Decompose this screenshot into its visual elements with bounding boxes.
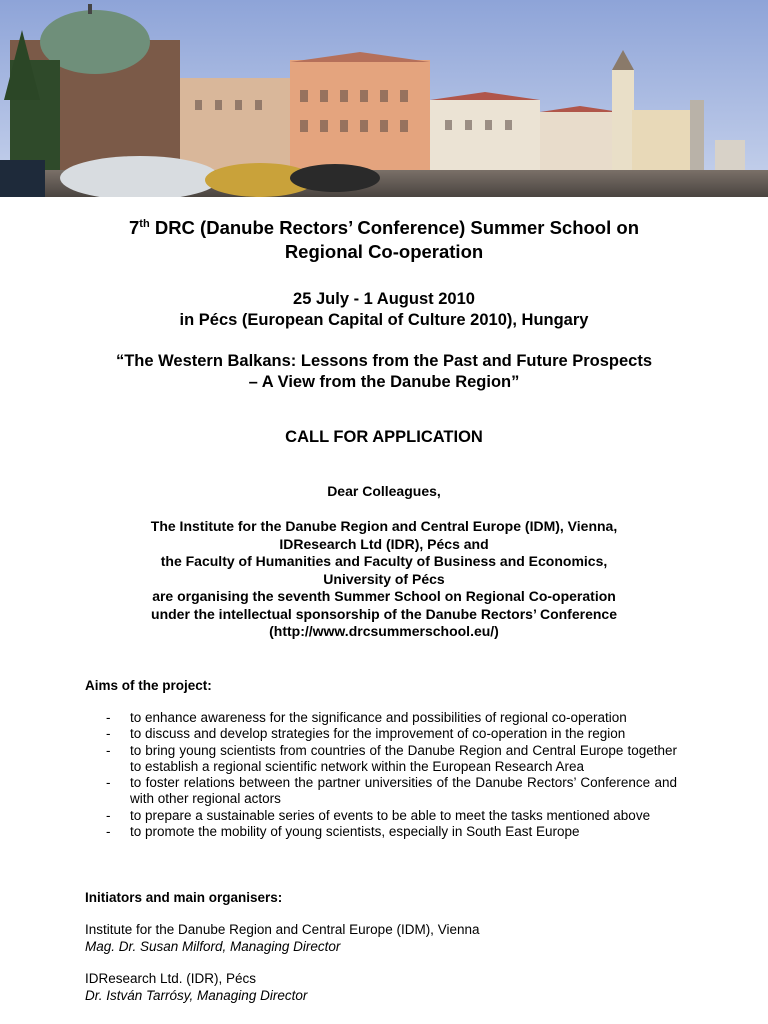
- greeting: Dear Colleagues,: [327, 483, 441, 499]
- bullet-dash: -: [106, 742, 111, 758]
- intro-line: the Faculty of Humanities and Faculty of Business and Economics,: [160, 553, 608, 569]
- theme-line1: “The Western Balkans: Lessons from the Past and Future Prospects: [115, 352, 653, 370]
- list-item: [85, 775, 677, 808]
- intro-line: IDResearch Ltd (IDR), Pécs and: [279, 535, 489, 552]
- organiser-entry: [85, 922, 479, 955]
- title-line1: DRC (Danube Rectors’ Conference) Summer School on: [149, 217, 639, 238]
- organiser-entry: [85, 971, 307, 1004]
- organiser-contact: Dr. István Tarrósy, Managing Director: [85, 987, 308, 1003]
- event-dates: [60, 289, 708, 331]
- aim-text: to discuss and develop strategies for the improvement of co-operation in the region: [130, 726, 626, 742]
- dates-line1: 25 July - 1 August 2010: [293, 290, 475, 308]
- aims-heading: Aims of the project:: [85, 678, 212, 693]
- header-banner: [0, 0, 768, 197]
- organiser-name: Institute for the Danube Region and Central Europe (IDM), Vienna: [85, 922, 480, 937]
- list-item: [85, 726, 677, 742]
- event-theme: [40, 351, 728, 393]
- theme-line2: – A View from the Danube Region”: [248, 373, 520, 391]
- title-superscript: th: [139, 217, 150, 230]
- intro-line: are organising the seventh Summer School on Regional Co-operation: [152, 588, 616, 604]
- title-number: 7: [129, 217, 140, 238]
- aim-text: to enhance awareness for the significance and possibilities of regional co-operation: [130, 710, 627, 725]
- aims-list: [85, 710, 677, 840]
- aim-text: to promote the mobility of young scientists, especially in South East Europe: [130, 824, 580, 840]
- dates-line2: in Pécs (European Capital of Culture 2010), Hungary: [179, 311, 589, 329]
- intro-line: The Institute for the Danube Region and Central Europe (IDM), Vienna,: [150, 518, 618, 534]
- initiators-heading: Initiators and main organisers:: [85, 890, 283, 905]
- bullet-dash: -: [106, 726, 111, 742]
- organiser-contact: Mag. Dr. Susan Milford, Managing Director: [85, 938, 341, 954]
- list-item: [85, 710, 677, 726]
- call-for-application-heading: CALL FOR APPLICATION: [285, 428, 483, 446]
- bullet-dash: -: [106, 824, 111, 840]
- bullet-dash: -: [106, 775, 111, 791]
- intro-line: University of Pécs: [323, 570, 445, 587]
- organisers-intro: [60, 518, 708, 641]
- title-line2: Regional Co-operation: [284, 241, 484, 262]
- list-item: [85, 824, 677, 840]
- bullet-dash: -: [106, 807, 111, 823]
- list-item: [85, 743, 677, 776]
- list-item: [85, 808, 677, 824]
- organiser-name: IDResearch Ltd. (IDR), Pécs: [85, 971, 257, 986]
- aim-text: to bring young scientists from countries of the Danube Region and Central Europe together to establish a regional scientific network within the European Research Area: [130, 742, 677, 774]
- page-title: [60, 216, 708, 264]
- bullet-dash: -: [106, 710, 111, 725]
- aim-text: to prepare a sustainable series of events to be able to meet the tasks mentioned above: [130, 807, 651, 823]
- website-link[interactable]: (http://www.drcsummerschool.eu/): [269, 623, 499, 639]
- city-square-panorama-image: [0, 0, 768, 197]
- intro-line: under the intellectual sponsorship of the Danube Rectors’ Conference: [151, 605, 617, 622]
- aim-text: to foster relations between the partner universities of the Danube Rectors’ Conference and with other regional actors: [130, 775, 677, 807]
